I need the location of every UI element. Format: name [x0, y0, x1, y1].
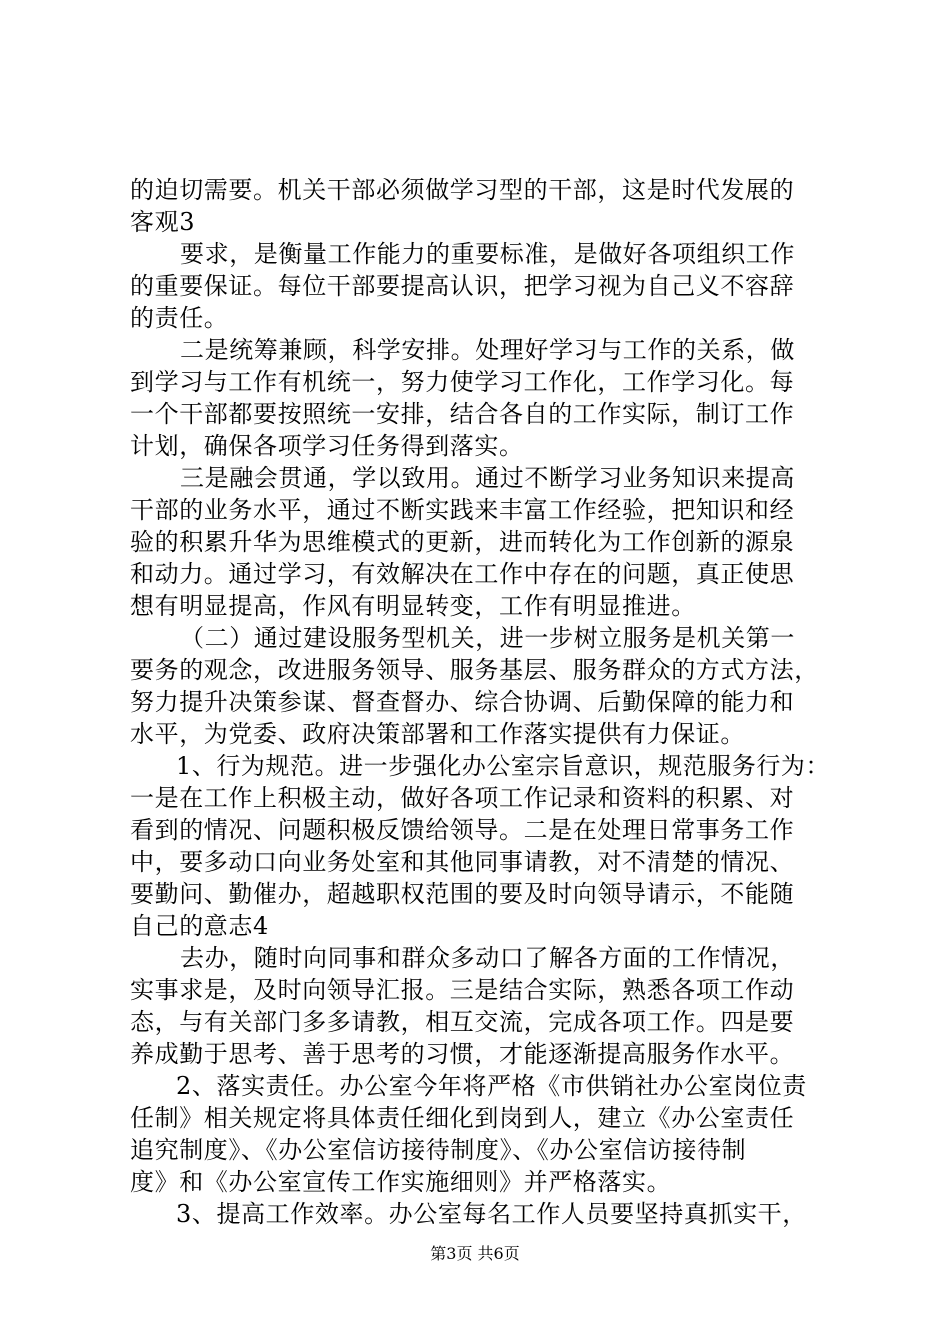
- text-line: 想有明显提高，作风有明显转变，工作有明显推进。: [130, 592, 696, 620]
- text-line: 3、提高工作效率。办公室每名工作人员要坚持真抓实干，: [176, 1200, 807, 1228]
- text-line: 态，与有关部门多多请教，相互交流，完成各项工作。四是要: [130, 1008, 795, 1036]
- text-line: 中，要多动口向业务处室和其他同事请教，对不清楚的情况、: [130, 848, 795, 876]
- text-line: 努力提升决策参谋、督查督办、综合协调、后勤保障的能力和: [130, 688, 795, 716]
- text-line: 一是在工作上积极主动，做好各项工作记录和资料的积累、对: [130, 784, 795, 812]
- text-line: 客观3: [130, 208, 196, 236]
- text-line: 要勤问、勤催办，超越职权范围的要及时向领导请示，不能随: [130, 880, 795, 908]
- text-line: 要求，是衡量工作能力的重要标准，是做好各项组织工作: [180, 240, 795, 268]
- text-line: 度》和《办公室宣传工作实施细则》并严格落实。: [130, 1168, 672, 1196]
- text-line: 的责任。: [130, 304, 229, 332]
- text-line: 的迫切需要。机关干部必须做学习型的干部，这是时代发展的: [130, 176, 795, 204]
- page-number-footer: 第3页 共6页: [430, 1244, 520, 1263]
- text-line: 一个干部都要按照统一安排，结合各自的工作实际，制订工作: [130, 400, 795, 428]
- text-line: 实事求是，及时向领导汇报。三是结合实际，熟悉各项工作动: [130, 976, 795, 1004]
- text-line: 追究制度》、《办公室信访接待制度》、《办公室信访接待制: [130, 1136, 747, 1164]
- text-line: 到学习与工作有机统一，努力使学习工作化，工作学习化。每: [130, 368, 795, 396]
- text-line: 任制》相关规定将具体责任细化到岗到人，建立《办公室责任: [130, 1104, 795, 1132]
- text-line: 养成勤于思考、善于思考的习惯，才能逐渐提高服务作水平。: [130, 1040, 795, 1068]
- text-line: 去办，随时向同事和群众多动口了解各方面的工作情况，: [180, 944, 795, 972]
- text-line: 1、行为规范。进一步强化办公室宗旨意识，规范服务行为：: [176, 752, 831, 780]
- text-line: 计划，确保各项学习任务得到落实。: [130, 432, 524, 460]
- text-line: （二）通过建设服务型机关，进一步树立服务是机关第一: [180, 624, 795, 652]
- text-line: 的重要保证。每位干部要提高认识，把学习视为自己义不容辞: [130, 272, 795, 300]
- text-line: 和动力。通过学习，有效解决在工作中存在的问题，真正使思: [130, 560, 795, 588]
- text-line: 2、落实责任。办公室今年将严格《市供销社办公室岗位责: [176, 1072, 807, 1100]
- text-line: 干部的业务水平，通过不断实践来丰富工作经验，把知识和经: [130, 496, 795, 524]
- text-line: 二是统筹兼顾，科学安排。处理好学习与工作的关系，做: [180, 336, 795, 364]
- text-line: 看到的情况、问题积极反馈给领导。二是在处理日常事务工作: [130, 816, 795, 844]
- text-line: 要务的观念，改进服务领导、服务基层、服务群众的方式方法，: [130, 656, 819, 684]
- text-line: 水平，为党委、政府决策部署和工作落实提供有力保证。: [130, 720, 745, 748]
- text-line: 验的积累升华为思维模式的更新，进而转化为工作创新的源泉: [130, 528, 795, 556]
- text-line: 自己的意志4: [130, 912, 269, 940]
- text-line: 三是融会贯通，学以致用。通过不断学习业务知识来提高: [180, 464, 795, 492]
